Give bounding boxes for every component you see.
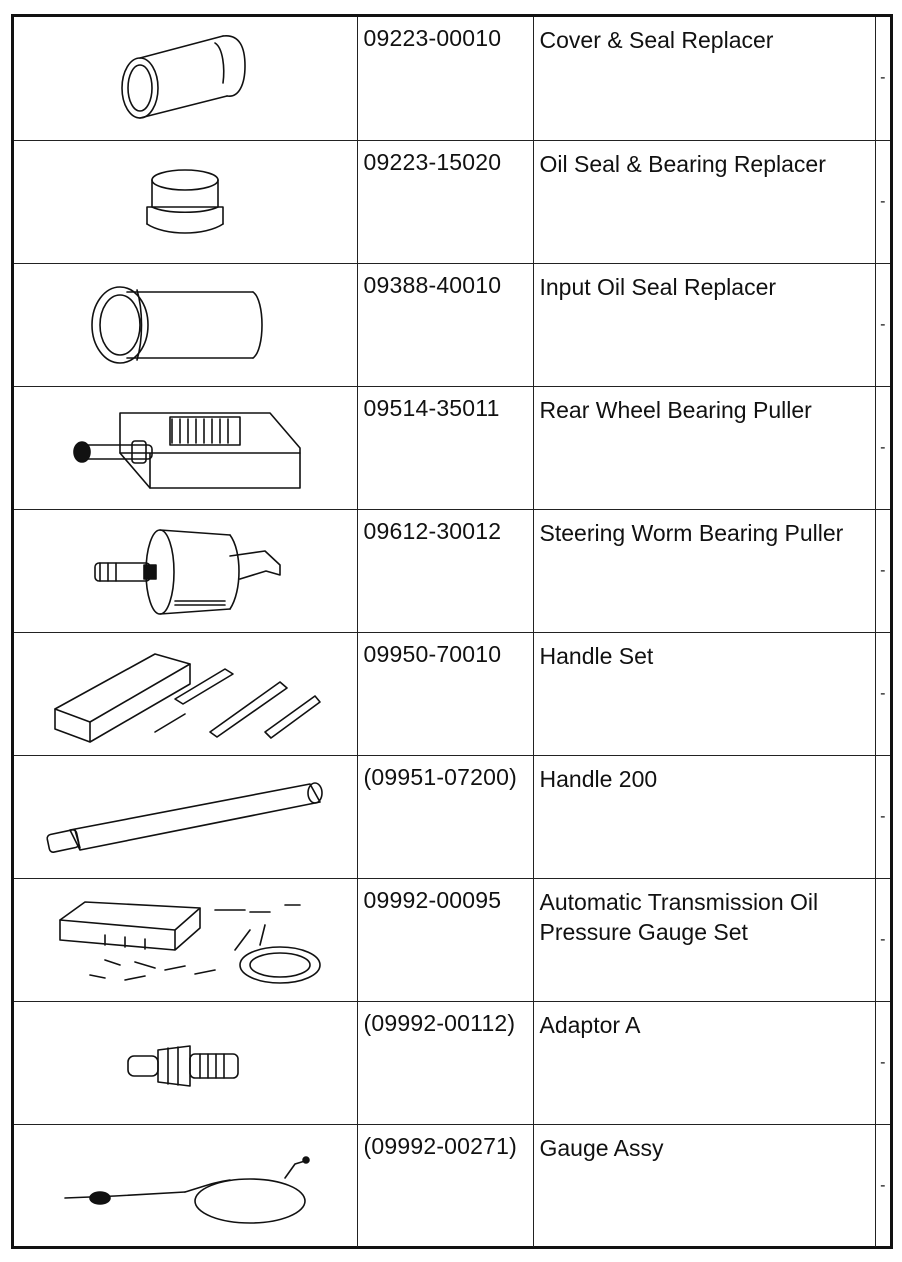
bearing-puller-icon <box>60 393 310 503</box>
part-number: 09388-40010 <box>357 263 533 386</box>
tool-name: Adaptor A <box>533 1001 875 1124</box>
note-cell: - <box>875 878 890 1001</box>
tool-name: Steering Worm Bearing Puller <box>533 509 875 632</box>
tool-name: Rear Wheel Bearing Puller <box>533 386 875 509</box>
part-number: 09223-15020 <box>357 140 533 263</box>
table-row <box>14 140 890 263</box>
part-number: 09992-00095 <box>357 878 533 1001</box>
table-row <box>14 263 890 386</box>
table-row <box>14 509 890 632</box>
note-cell: - <box>875 17 890 140</box>
tool-name: Gauge Assy <box>533 1124 875 1247</box>
note-cell: - <box>875 140 890 263</box>
note-cell: - <box>875 263 890 386</box>
special-tools-table <box>14 17 890 1247</box>
tool-illustration <box>14 17 357 140</box>
tool-illustration <box>14 509 357 632</box>
tool-name: Handle Set <box>533 632 875 755</box>
tube-replacer-icon <box>85 280 285 370</box>
table-row <box>14 632 890 755</box>
gauge-set-icon <box>45 890 325 990</box>
part-number: (09992-00112) <box>357 1001 533 1124</box>
table-row <box>14 878 890 1001</box>
part-number: 09950-70010 <box>357 632 533 755</box>
note-cell: - <box>875 1124 890 1247</box>
tool-illustration <box>14 632 357 755</box>
note-cell: - <box>875 1001 890 1124</box>
handle-set-icon <box>45 644 325 744</box>
tool-illustration <box>14 140 357 263</box>
tool-name: Oil Seal & Bearing Replacer <box>533 140 875 263</box>
note-cell: - <box>875 509 890 632</box>
tool-illustration <box>14 1001 357 1124</box>
gauge-hose-icon <box>55 1146 315 1226</box>
part-number: (09992-00271) <box>357 1124 533 1247</box>
tool-name: Automatic Transmission Oil Pressure Gauge Set <box>533 878 875 1001</box>
tool-illustration <box>14 1124 357 1247</box>
note-cell: - <box>875 386 890 509</box>
part-number: 09223-00010 <box>357 17 533 140</box>
table-row <box>14 386 890 509</box>
tool-name: Cover & Seal Replacer <box>533 17 875 140</box>
tool-name: Input Oil Seal Replacer <box>533 263 875 386</box>
tool-illustration <box>14 755 357 878</box>
tool-illustration <box>14 263 357 386</box>
note-cell: - <box>875 755 890 878</box>
special-tools-sheet <box>11 14 893 1249</box>
tool-illustration <box>14 386 357 509</box>
worm-puller-icon <box>80 521 290 621</box>
table-row <box>14 755 890 878</box>
handle-rod-icon <box>40 772 330 862</box>
tool-name: Handle 200 <box>533 755 875 878</box>
part-number: (09951-07200) <box>357 755 533 878</box>
adaptor-icon <box>120 1028 250 1098</box>
tool-illustration <box>14 878 357 1001</box>
table-row <box>14 17 890 140</box>
table-row <box>14 1001 890 1124</box>
table-row <box>14 1124 890 1247</box>
part-number: 09612-30012 <box>357 509 533 632</box>
ring-replacer-icon <box>135 152 235 252</box>
part-number: 09514-35011 <box>357 386 533 509</box>
cylinder-sleeve-icon <box>105 28 265 128</box>
note-cell: - <box>875 632 890 755</box>
